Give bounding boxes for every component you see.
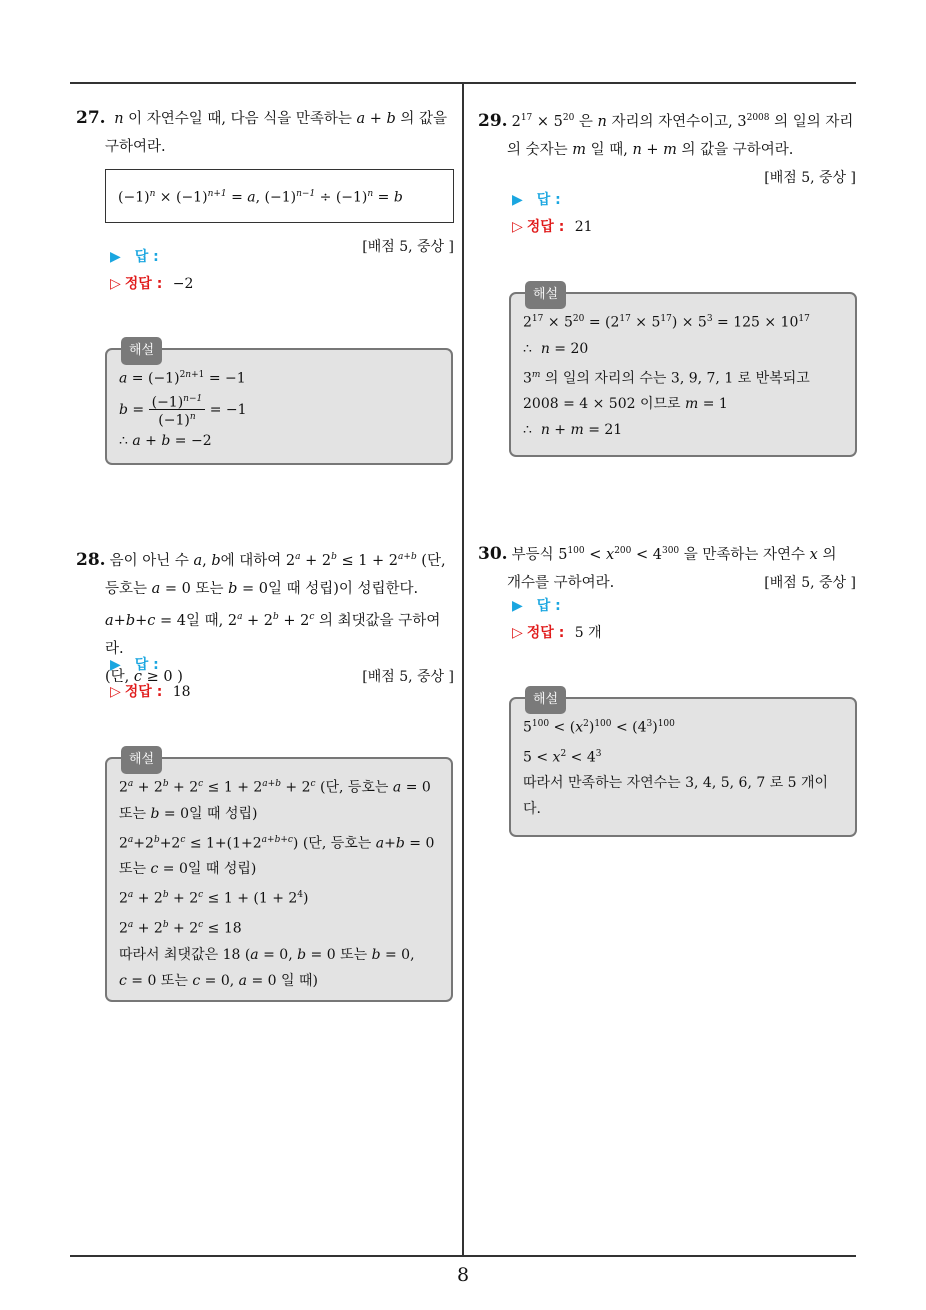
play-icon: ▶ <box>512 598 523 614</box>
problem-number: 29. <box>478 110 508 131</box>
play-outline-icon: ▷ <box>110 684 121 700</box>
score-meta: [배점 5, 중상 ] <box>764 169 856 186</box>
equation-box: $(-1)^n \times (-1)^{n+1} = a$, $(-1)^{n-1} \div (-1)^n = b$ <box>105 169 454 223</box>
play-icon: ▶ <box>110 249 121 265</box>
bottom-rule <box>70 1255 856 1257</box>
problem-number: 30. <box>478 543 508 564</box>
correct-answer: −2 <box>172 276 194 292</box>
score-meta: [배점 5, 중상 ] <box>764 574 856 591</box>
problem-28: 28. 음이 아닌 수 a, b에 대하여 $2^a + 2^b \le 1 + 2^{a+b}$ (단, 등호는 a = 0 또는 b = 0일 때 성립)이 성립한다. a+b+c = 4일 때, $2^a + 2^b + 2^c$ 의 최댓값을 구하여라. (단, c ≥ 0 ) [배점 5, 중상 ] <box>76 543 454 691</box>
correct-row-30: ▷ 정답 : 5 개 <box>512 625 602 641</box>
correct-answer: 18 <box>172 684 191 700</box>
solution-tag: 해설 <box>525 686 566 714</box>
answer-row-28: ▶ 답 : <box>110 657 159 673</box>
solution-box-30: 해설 $5^{100} < (x^2)^{100} < (4^3)^{100}$ $5 < x^2 < 4^3$ 따라서 만족하는 자연수는 3, 4, 5, 6, 7 로 5 개이 다. <box>509 697 857 837</box>
play-outline-icon: ▷ <box>512 219 523 235</box>
solution-box-27: 해설 $a = (-1)^{2n+1} = -1$ b = $\frac{(-1)^{n-1}}{(-1)^n}$ = −1 ∴ a + b = −2 <box>105 348 453 465</box>
solution-tag: 해설 <box>525 281 566 309</box>
page-number: 8 <box>456 1264 470 1286</box>
solution-box-28: 해설 $2^a + 2^b + 2^c \le 1 + 2^{a+b} + 2^c$ (단, 등호는 a = 0 또는 b = 0일 때 성립) $2^a+2^b+2^c \le 1+(1+2^{a+b+c})$ (단, 등호는 a+b = 0 또는 c = 0일 때 성립) $2^a + 2^b + 2^c \le 1 + (1 + 2^4)$ $2^a + 2^b + 2^c \le 18$ 따라서 최댓값은 18 (a = 0, b = 0 또는 b = 0, c = 0 또는 c = 0, a = 0 일 때) <box>105 757 453 1002</box>
problem-number: 27. <box>76 108 106 128</box>
score-meta: [배점 5, 중상 ] <box>362 668 454 685</box>
problem-30: 30. 부등식 $5^{100} < x^{200} < 4^{300}$ 을 만족하는 자연수 x 의 개수를 구하여라. [배점 5, 중상 ] <box>478 537 856 597</box>
correct-answer: 21 <box>574 219 593 235</box>
correct-row-28: ▷ 정답 : 18 <box>110 684 191 700</box>
solution-tag: 해설 <box>121 337 162 365</box>
solution-tag: 해설 <box>121 746 162 774</box>
play-outline-icon: ▷ <box>110 276 121 292</box>
column-divider <box>462 83 464 1256</box>
problem-29: 29. $2^{17} \times 5^{20}$ 은 n 자리의 자연수이고, $3^{2008}$ 의 일의 자리 의 숫자는 m 일 때, n + m 의 값을 구하여라. [배점 5, 중상 ] <box>478 104 856 192</box>
score-meta: [배점 5, 중상 ] <box>362 238 454 255</box>
problem-number: 28. <box>76 549 106 570</box>
answer-row-30: ▶ 답 : <box>512 598 561 614</box>
correct-row-29: ▷ 정답 : 21 <box>512 219 593 235</box>
correct-answer: 5 개 <box>574 625 602 641</box>
problem-27-text: 27. n 이 자연수일 때, 다음 식을 만족하는 a + b 의 값을 <box>76 108 448 128</box>
solution-box-29: 해설 $2^{17} \times 5^{20} = (2^{17} \times 5^{17}) \times 5^3 = 125 \times 10^{17}$ ∴ n = 20 3$^m$ 의 일의 자리의 수는 3, 9, 7, 1 로 반복되고 2008 = 4 × 502 이므로 m = 1 ∴ n + m = 21 <box>509 292 857 457</box>
play-icon: ▶ <box>110 657 121 673</box>
answer-row-29: ▶ 답 : <box>512 192 561 208</box>
answer-row-27: ▶ 답 : <box>110 249 159 265</box>
play-icon: ▶ <box>512 192 523 208</box>
play-outline-icon: ▷ <box>512 625 523 641</box>
correct-row-27: ▷ 정답 : −2 <box>110 276 194 292</box>
problem-27: 27. n 이 자연수일 때, 다음 식을 만족하는 a + b 의 값을 구하여라. $(-1)^n \times (-1)^{n+1} = a$, $(-1)^{n-1} \div (-1)^n = b$ [배점 5, 중상 ] <box>76 104 454 261</box>
